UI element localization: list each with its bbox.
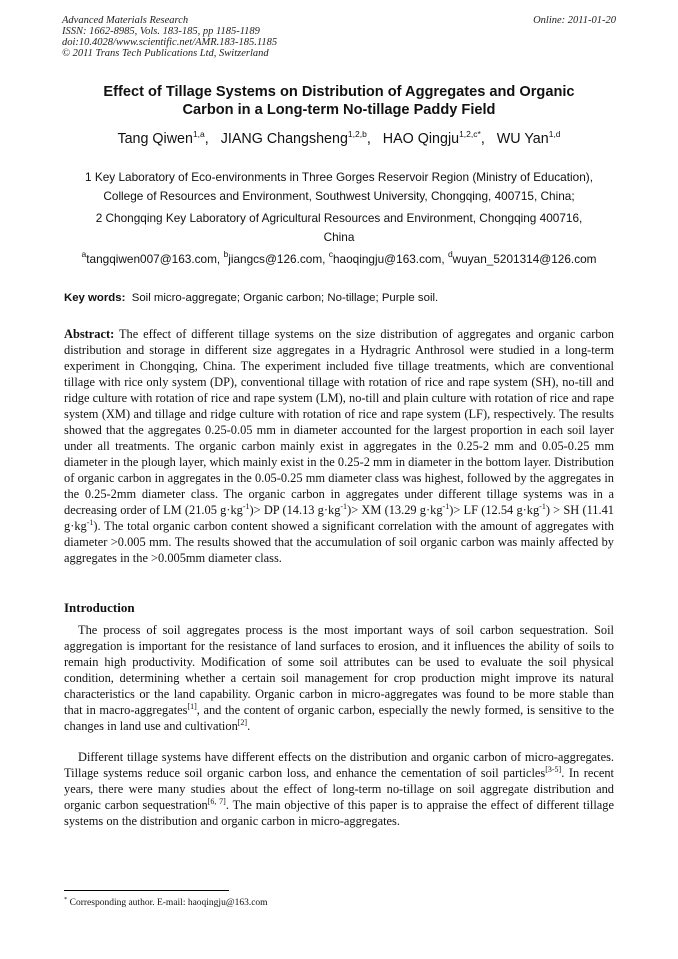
author-affil-mark: 1,d [548,129,561,139]
email-mark: d [447,249,453,259]
affiliation-line: College of Resources and Environment, Southwest University, Chongqing, 400715, China; [103,189,575,203]
email-address: tangqiwen007@163.com [86,252,217,266]
journal-info [62,15,277,59]
author-list [64,131,614,147]
author [497,131,561,147]
email-mark: a [81,249,87,259]
author-affil-mark: 1,a [192,129,205,139]
email-address: haoqingju@163.com [332,252,442,266]
email-mark: b [223,249,229,259]
footnote-mark: * [64,896,68,903]
unit-exponent: -1 [242,502,250,511]
unit-exponent: -1 [539,502,546,511]
citation-ref[interactable]: [1] [187,702,197,711]
affiliation-line: 1 Key Laboratory of Eco-environments in Three Gorges Reservoir Region (Ministry of Education), [85,170,593,184]
abstract-text: )> LF (12.54 g·kg [449,503,540,517]
paragraph-text: , and the content of organic carbon, especially the newly formed, is sensitive to the changes in land use and cultivation [64,703,614,733]
abstract-text: )> XM (13.29 g·kg [347,503,443,517]
title-line-1: Effect of Tillage Systems on Distribution of Aggregates and Organic [103,84,575,100]
footnote-text: Corresponding author. E-mail: haoqingju@163.com [67,898,268,908]
keywords-label: Key words: [64,292,126,304]
journal-copyright: © 2011 Trans Tech Publications Ltd, Switzerland [62,48,269,59]
affiliation-line: China [323,230,355,244]
email-mark: c [328,249,333,259]
email-address: jiangcs@126.com [228,252,323,266]
unit-exponent: -1 [442,502,450,511]
paragraph-text: The process of soil aggregates process is the most important ways of soil carbon sequestration. Soil aggregation is important for the resistance of land surfaces to erosion, and it influences the ability of soils to remain high productivity. Modification of some soil attributes can be used to evaluate the soil physical condition, determining whether a certain soil management for crop production might improve its natural characteristics or the land capability. Organic carbon in micro-aggregates was found to be more stable than that in macro-aggregates [64,623,614,717]
abstract-label: Abstract: [64,327,115,341]
abstract-text: The effect of different tillage systems on the size distribution of aggregates and organic carbon distribution and storage in different size aggregates in a Hydragric Anthrosol were studied in a long-term experiment in Chongqing, China. The experiment included five tillage treatments, which are conventional tillage with rice only system (DP), conventional tillage with rotation of rice and rape system (SH), no-till and ridge culture with rotation of rice and rape system (LM), no-till and plain culture with rotation of rice and rape system (XM) and tillage and ridge culture with rotation of rice and rape system (LF), respectively. The results showed that the aggregates 0.25-0.05 mm in diameter accounted for the largest proportion in each soil layer under all treatments. The organic carbon mainly exist in aggregates in the 0.25-2 mm and 0.05-0.25 mm diameter in the plough layer, which mainly exist in the 0.25-2 mm in diameter in the bottom layer. Distribution of organic carbon in aggregates in the 0.05-0.25 mm diameter class was highest, followed by the aggregates in the 0.25-2mm diameter class. The organic carbon in aggregates under different tillage systems was in a decreasing order of LM (21.05 g·kg [64,327,614,517]
affiliation-2 [64,209,614,247]
abstract [64,326,614,566]
unit-exponent: -1 [340,502,348,511]
author [383,131,485,147]
paragraph-text: Different tillage systems have different effects on the distribution and organic carbon of micro-aggregates. Tillage systems reduce soil organic carbon loss, and enhance the cementation of soil particles [64,750,614,780]
email-address: wuyan_5201314@126.com [452,252,597,266]
author-separator: , [366,131,371,147]
author [221,131,371,147]
footnote-divider [64,890,229,891]
author-affil-mark: 1,2,c* [459,129,481,139]
intro-paragraph-2 [64,749,614,829]
paragraph-text: . The main objective of this paper is to appraise the effect of different tillage systems on the distribution and organic carbon in micro-aggregates. [64,798,614,828]
online-date: Online: 2011-01-20 [533,15,616,26]
abstract-text: )> DP (14.13 g·kg [249,503,341,517]
author-separator: , [204,131,209,147]
citation-ref[interactable]: [3-5] [545,765,562,774]
unit-exponent: -1 [86,518,94,527]
author [117,131,208,147]
journal-name: Advanced Materials Research [62,15,189,26]
author-affil-mark: 1,2,b [347,129,367,139]
section-heading-introduction: Introduction [64,600,135,615]
abstract-text: ). The total organic carbon content showed a significant correlation with the amount of aggregates with diameter >0.005 mm. The results showed that the accumulation of soil organic carbon was mainly affected by aggregates in the >0.005mm diameter class. [64,519,614,565]
abstract-text: ) > SH (11.41 g·kg [64,503,614,533]
keywords-text: Soil micro-aggregate; Organic carbon; No-tillage; Purple soil. [131,292,439,304]
journal-doi: doi:10.4028/www.scientific.net/AMR.183-185.1185 [62,37,278,48]
author-name: JIANG Changsheng [220,131,348,147]
paper-title [64,83,614,119]
affiliation-line: 2 Chongqing Key Laboratory of Agricultural Resources and Environment, Chongqing 400716, [95,211,583,225]
paragraph-text: . In recent years, there were many studies about the effect of long-term no-tillage on soil aggregate distribution and organic carbon sequestration [64,766,614,812]
footnote [64,898,268,908]
citation-ref[interactable]: [6, 7] [207,797,226,806]
author-name: Tang Qiwen [117,131,193,147]
author-name: WU Yan [496,131,549,147]
keywords [64,292,614,304]
journal-issn: ISSN: 1662-8985, Vols. 183-185, pp 1185-1189 [62,26,260,37]
title-line-2: Carbon in a Long-term No-tillage Paddy Field [182,102,496,118]
author-separator: , [480,131,485,147]
email-list: $^a$tangqiwen007@163.com, $^b$jiangcs@126.com, $^c$haoqingju@163.com, $^d$wuyan_5201314@126.com [81,249,597,266]
author-name: HAO Qingju [382,131,460,147]
paragraph-text: . [247,719,251,733]
citation-ref[interactable]: [2] [237,718,248,727]
affiliation-1 [64,168,614,206]
intro-paragraph-1 [64,622,614,734]
journal-header [62,15,616,59]
